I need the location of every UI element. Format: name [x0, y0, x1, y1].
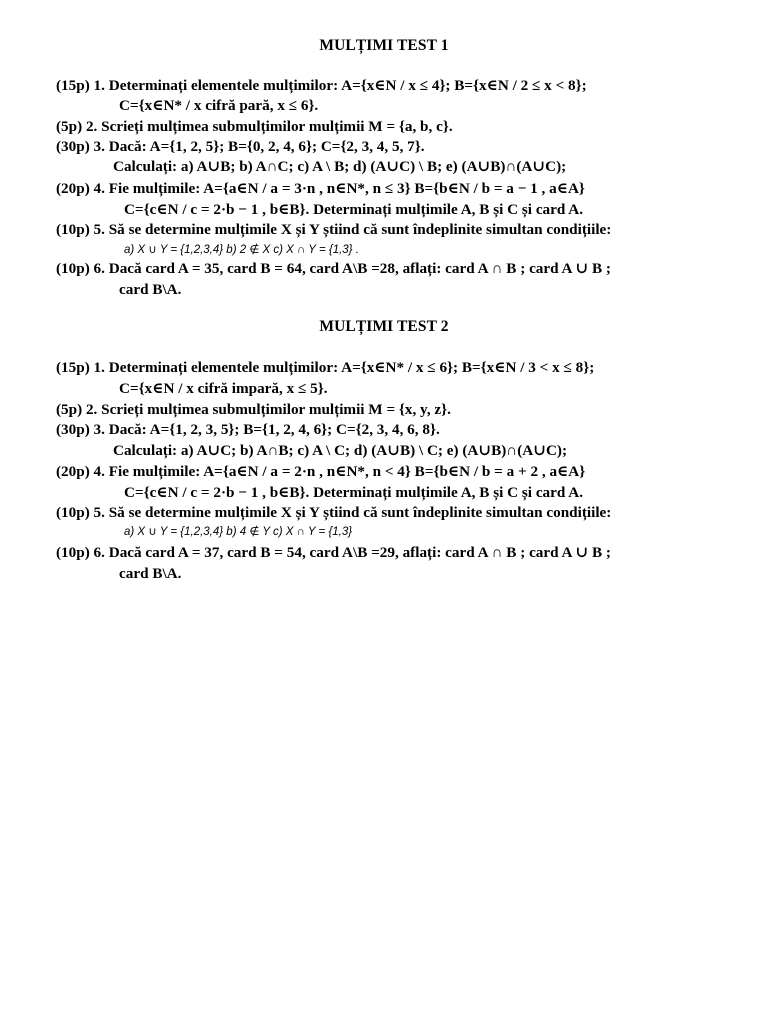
test-2-problem-3: (30p) 3. Dacă: A={1, 2, 3, 5}; B={1, 2, 4, 6}; C={2, 3, 4, 6, 8}. — [56, 421, 440, 438]
test-1-problem-5-conditions: a) X ∪ Y = {1,2,3,4} b) 2 ∉ X c) X ∩ Y = {1,3} . — [124, 244, 359, 256]
test-2-problem-2: (5p) 2. Scrieți mulțimea submulțimilor mulțimii M = {x, y, z}. — [56, 401, 451, 418]
test-1-problem-4: (20p) 4. Fie mulțimile: A={a∈N / a = 3·n , n∈N*, n ≤ 3} B={b∈N / b = a − 1 , a∈A} — [56, 180, 585, 197]
test-1-problem-3: (30p) 3. Dacă: A={1, 2, 5}; B={0, 2, 4, 6}; C={2, 3, 4, 5, 7}. — [56, 138, 425, 155]
test-2-problem-5: (10p) 5. Să se determine mulțimile X și Y știind că sunt îndeplinite simultan condițiile: — [56, 504, 612, 521]
test-1-title: MULȚIMI TEST 1 — [319, 37, 449, 54]
test-1-problem-5: (10p) 5. Să se determine mulțimile X și Y știind că sunt îndeplinite simultan condițiile: — [56, 221, 612, 238]
test-2-problem-1: (15p) 1. Determinați elementele mulțimilor: A={x∈N* / x ≤ 6}; B={x∈N / 3 < x ≤ 8}; — [56, 359, 595, 376]
test-2-problem-4: (20p) 4. Fie mulțimile: A={a∈N / a = 2·n , n∈N*, n < 4} B={b∈N / b = a + 2 , a∈A} — [56, 463, 586, 480]
test-2-title: MULȚIMI TEST 2 — [319, 318, 449, 335]
test-1-problem-6-cont: card B\A. — [119, 281, 182, 298]
test-1-problem-1: (15p) 1. Determinați elementele mulțimilor: A={x∈N / x ≤ 4}; B={x∈N / 2 ≤ x < 8}; — [56, 77, 587, 94]
test-2-problem-6-cont: card B\A. — [119, 565, 182, 582]
test-1-problem-3-cont: Calculați: a) A∪B; b) A∩C; c) A \ B; d) (A∪C) \ B; e) (A∪B)∩(A∪C); — [113, 158, 567, 175]
test-1-problem-6: (10p) 6. Dacă card A = 35, card B = 64, card A\B =28, aflați: card A ∩ B ; card A ∪ B ; — [56, 260, 611, 277]
test-1-problem-2: (5p) 2. Scrieți mulțimea submulțimilor mulțimii M = {a, b, c}. — [56, 118, 453, 135]
test-2-problem-4-cont: C={c∈N / c = 2·b − 1 , b∈B}. Determinați mulțimile A, B și C și card A. — [124, 484, 584, 501]
test-2-problem-5-conditions: a) X ∪ Y = {1,2,3,4} b) 4 ∉ Y c) X ∩ Y = {1,3} — [124, 526, 353, 538]
test-1-problem-4-cont: C={c∈N / c = 2·b − 1 , b∈B}. Determinați mulțimile A, B și C și card A. — [124, 201, 584, 218]
test-2-problem-6: (10p) 6. Dacă card A = 37, card B = 54, card A\B =29, aflați: card A ∩ B ; card A ∪ B ; — [56, 544, 611, 561]
test-2-problem-1-cont: C={x∈N / x cifră impară, x ≤ 5}. — [119, 380, 328, 397]
test-2-problem-3-cont: Calculați: a) A∪C; b) A∩B; c) A \ C; d) (A∪B) \ C; e) (A∪B)∩(A∪C); — [113, 442, 568, 459]
test-1-problem-1-cont: C={x∈N* / x cifră pară, x ≤ 6}. — [119, 97, 319, 114]
